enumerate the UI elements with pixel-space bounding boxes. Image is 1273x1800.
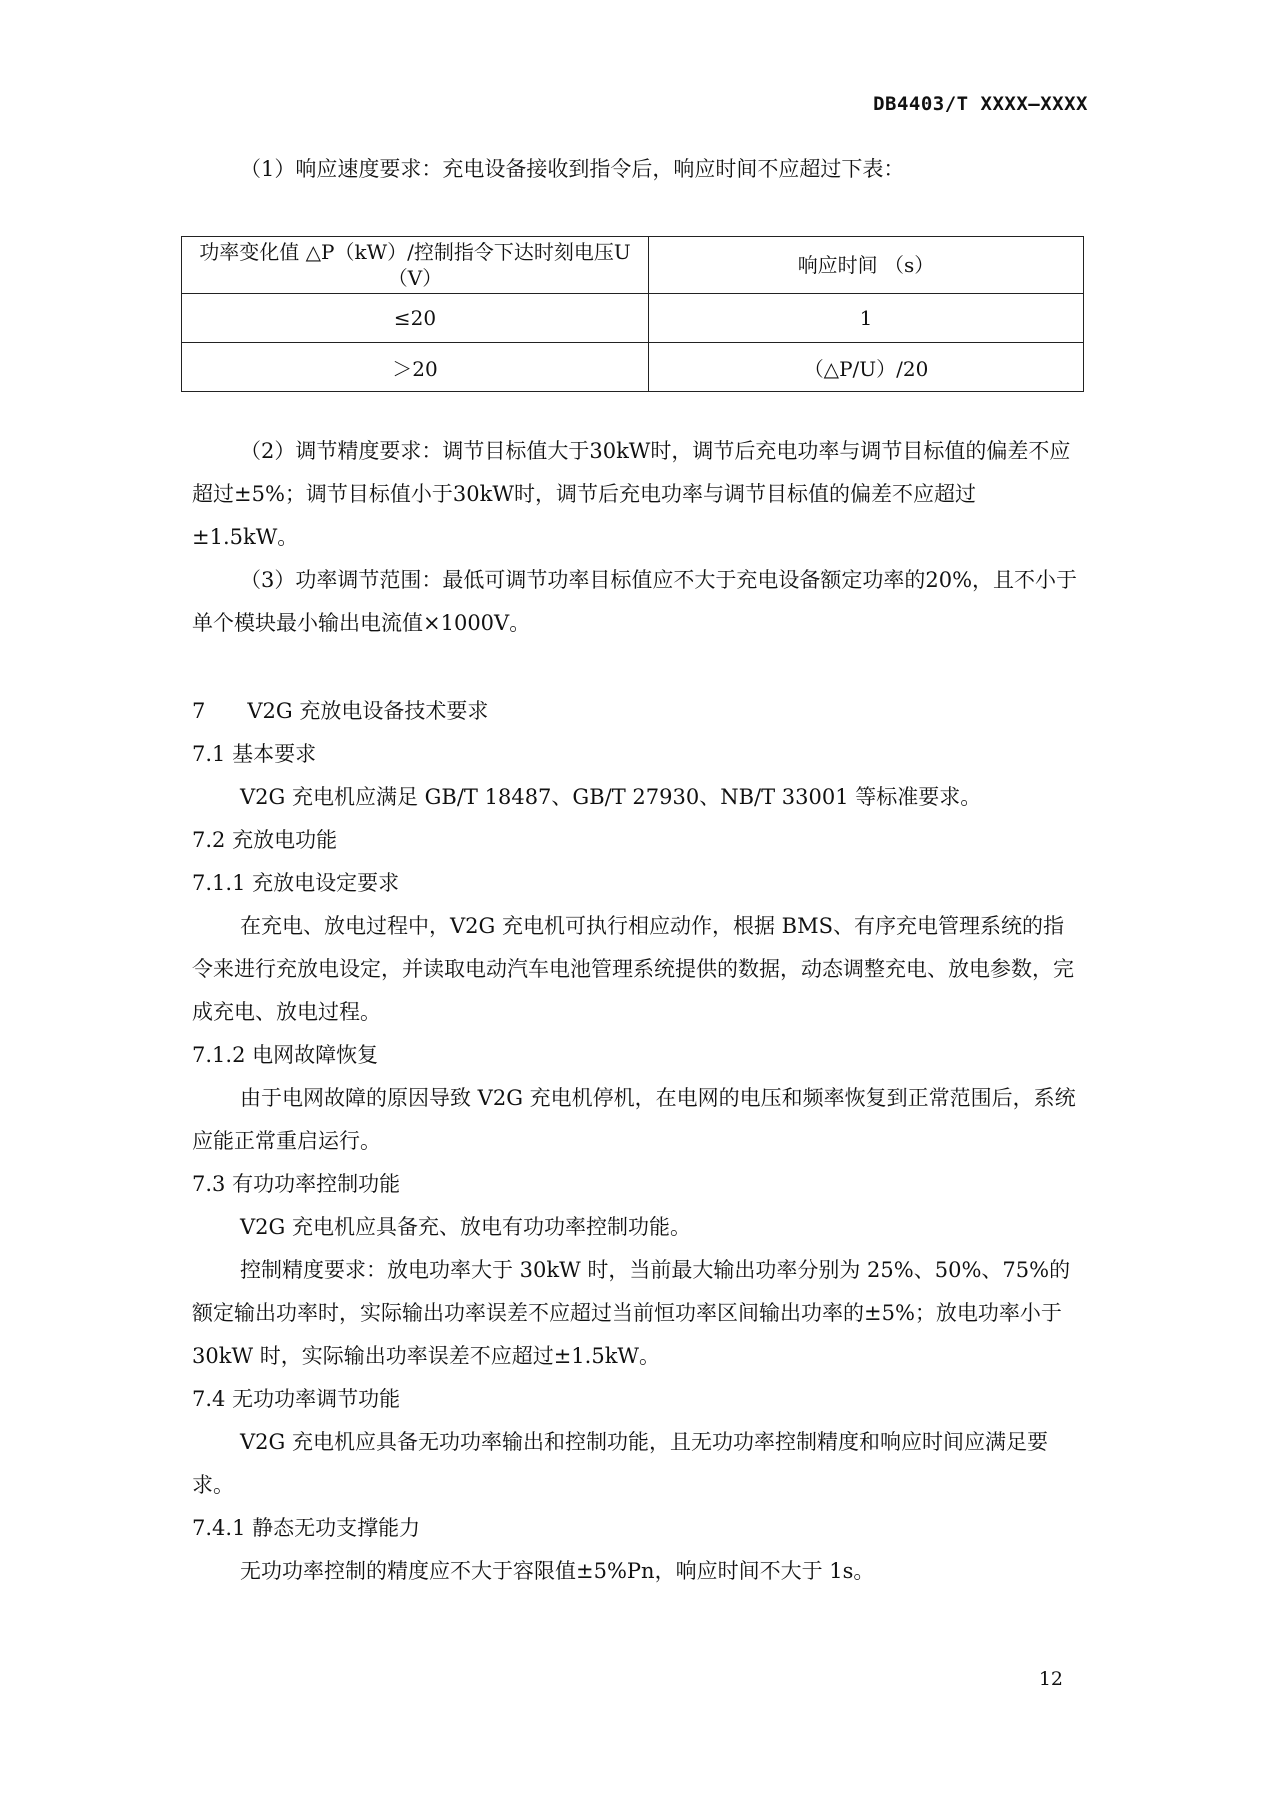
table-header-cell: 响应时间 （s）	[649, 237, 1084, 294]
section-heading: 7.1.2 电网故障恢复	[192, 1043, 379, 1067]
section-heading: 7.4 无功功率调节功能	[192, 1387, 401, 1411]
paragraph: V2G 充电机应具备充、放电有功功率控制功能。	[240, 1215, 691, 1239]
table-cell: ＞20	[182, 343, 649, 392]
table-cell: ≤20	[182, 294, 649, 343]
table-cell: 1	[649, 294, 1084, 343]
paragraph: V2G 充电机应满足 GB/T 18487、GB/T 27930、NB/T 33001 等标准要求。	[240, 785, 982, 809]
body-text-block	[192, 430, 1082, 645]
paragraph: 在充电、放电过程中，V2G 充电机可执行相应动作，根据 BMS、有序充电管理系统的指令来进行充放电设定，并读取电动汽车电池管理系统提供的数据，动态调整充电、放电参数，完成充电、放电过程。	[192, 914, 1074, 1024]
adjustment-accuracy-paragraph: （2）调节精度要求：调节目标值大于30kW时，调节后充电功率与调节目标值的偏差不应超过±5%；调节目标值小于30kW时，调节后充电功率与调节目标值的偏差不应超过±1.5kW。	[192, 439, 1071, 549]
section-heading: 7.4.1 静态无功支撑能力	[192, 1516, 421, 1540]
section-heading: 7.2 充放电功能	[192, 828, 338, 852]
paragraph: 无功功率控制的精度应不大于容限值±5%Pn，响应时间不大于 1s。	[240, 1559, 875, 1583]
section-heading: 7.3 有功功率控制功能	[192, 1172, 401, 1196]
table-header-cell: 功率变化值 △P（kW）/控制指令下达时刻电压U（V）	[182, 237, 649, 294]
document-code: DB4403/T XXXX—XXXX	[873, 93, 1088, 115]
table-row	[182, 343, 1084, 392]
paragraph: V2G 充电机应具备无功功率输出和控制功能，且无功功率控制精度和响应时间应满足要求。	[192, 1430, 1048, 1497]
section-heading: 7 V2G 充放电设备技术要求	[192, 699, 489, 723]
paragraph: 控制精度要求：放电功率大于 30kW 时，当前最大输出功率分别为 25%、50%、75%的额定输出功率时，实际输出功率误差不应超过当前恒功率区间输出功率的±5%；放电功率小于 30kW 时，实际输出功率误差不应超过±1.5kW。	[192, 1258, 1071, 1368]
table-header-row	[182, 237, 1084, 294]
response-time-table	[181, 236, 1084, 392]
section-heading: 7.1 基本要求	[192, 742, 317, 766]
table-cell: （△P/U）/20	[649, 343, 1084, 392]
table-row	[182, 294, 1084, 343]
paragraph: 由于电网故障的原因导致 V2G 充电机停机，在电网的电压和频率恢复到正常范围后，系统应能正常重启运行。	[192, 1086, 1076, 1153]
page-number: 12	[1038, 1668, 1063, 1690]
section-heading: 7.1.1 充放电设定要求	[192, 871, 400, 895]
section-7	[192, 690, 1082, 1593]
power-range-paragraph: （3）功率调节范围：最低可调节功率目标值应不大于充电设备额定功率的20%，且不小于单个模块最小输出电流值×1000V。	[192, 568, 1078, 635]
response-speed-intro: （1）响应速度要求：充电设备接收到指令后，响应时间不应超过下表：	[240, 157, 905, 181]
